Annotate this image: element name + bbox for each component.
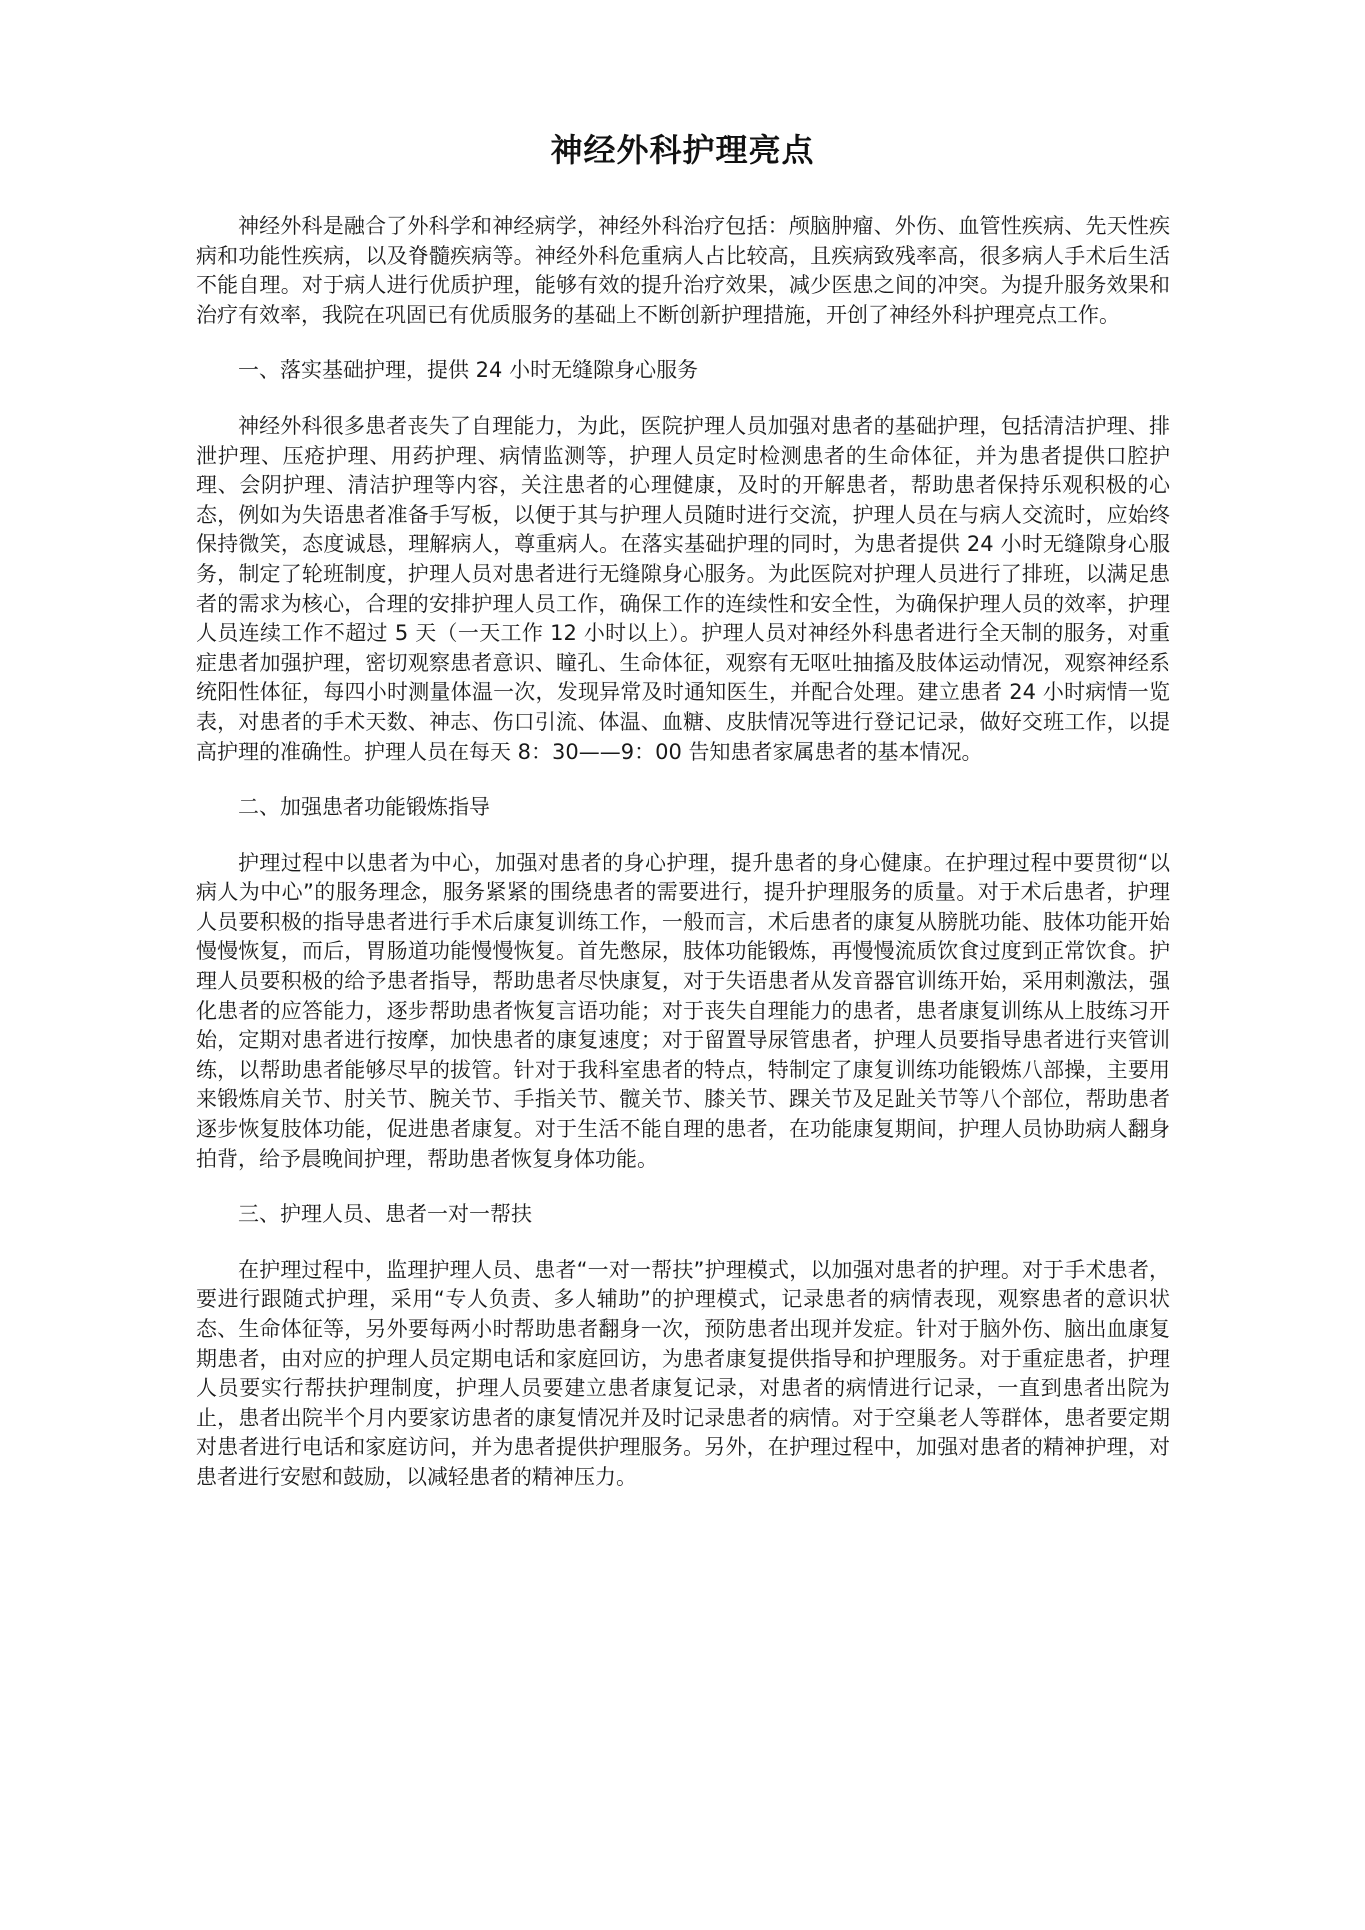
section-1-paragraph: 神经外科很多患者丧失了自理能力，为此，医院护理人员加强对患者的基础护理，包括清洁护理、排泄护理、压疮护理、用药护理、病情监测等，护理人员定时检测患者的生命体征，并为患者提供口腔护理、会阴护理、清洁护理等内容，关注患者的心理健康，及时的开解患者，帮助患者保持乐观积极的心态，例如为失语患者准备手写板，以便于其与护理人员随时进行交流，护理人员在与病人交流时，应始终保持微笑，态度诚恳，理解病人，尊重病人。在落实基础护理的同时，为患者提供 24 小时无缝隙身心服务，制定了轮班制度，护理人员对患者进行无缝隙身心服务。为此医院对护理人员进行了排班，以满足患者的需求为核心，合理的安排护理人员工作，确保工作的连续性和安全性，为确保护理人员的效率，护理人员连续工作不超过 5 天（一天工作 12 小时以上）。护理人员对神经外科患者进行全天制的服务，对重症患者加强护理，密切观察患者意识、瞳孔、生命体征，观察有无呕吐抽搐及肢体运动情况，观察神经系统阳性体征，每四小时测量体温一次，发现异常及时通知医生，并配合处理。建立患者 24 小时病情一览表，对患者的手术天数、神志、伤口引流、体温、血糖、皮肤情况等进行登记记录，做好交班工作，以提高护理的准确性。护理人员在每天 8：30——9：00 告知患者家属患者的基本情况。 — [196, 413, 1170, 764]
section-3-paragraph: 在护理过程中，监理护理人员、患者“一对一帮扶”护理模式，以加强对患者的护理。对于手术患者，要进行跟随式护理，采用“专人负责、多人辅助”的护理模式，记录患者的病情表现，观察患者的意识状态、生命体征等，另外要每两小时帮助患者翻身一次，预防患者出现并发症。针对于脑外伤、脑出血康复期患者，由对应的护理人员定期电话和家庭回访，为患者康复提供指导和护理服务。对于重症患者，护理人员要实行帮扶护理制度，护理人员要建立患者康复记录，对患者的病情进行记录，一直到患者出院为止，患者出院半个月内要家访患者的康复情况并及时记录患者的病情。对于空巢老人等群体，患者要定期对患者进行电话和家庭访问，并为患者提供护理服务。另外，在护理过程中，加强对患者的精神护理，对患者进行安慰和鼓励，以减轻患者的精神压力。 — [196, 1257, 1170, 1489]
section-2-paragraph: 护理过程中以患者为中心，加强对患者的身心护理，提升患者的身心健康。在护理过程中要贯彻“以病人为中心”的服务理念，服务紧紧的围绕患者的需要进行，提升护理服务的质量。对于术后患者，护理人员要积极的指导患者进行手术后康复训练工作，一般而言，术后患者的康复从膀胱功能、肢体功能开始慢慢恢复，而后，胃肠道功能慢慢恢复。首先憋尿，肢体功能锻炼，再慢慢流质饮食过度到正常饮食。护理人员要积极的给予患者指导，帮助患者尽快康复，对于失语患者从发音器官训练开始，采用刺激法，强化患者的应答能力，逐步帮助患者恢复言语功能；对于丧失自理能力的患者，患者康复训练从上肢练习开始，定期对患者进行按摩，加快患者的康复速度；对于留置导尿管患者，护理人员要指导患者进行夹管训练，以帮助患者能够尽早的拔管。针对于我科室患者的特点，特制定了康复训练功能锻炼八部操，主要用来锻炼肩关节、肘关节、腕关节、手指关节、髋关节、膝关节、踝关节及足趾关节等八个部位，帮助患者逐步恢复肢体功能，促进患者康复。对于生活不能自理的患者，在功能康复期间，护理人员协助病人翻身拍背，给予晨晚间护理，帮助患者恢复身体功能。 — [196, 850, 1170, 1171]
section-3-heading: 三、护理人员、患者一对一帮扶 — [238, 1202, 532, 1227]
document-title: 神经外科护理亮点 — [550, 131, 815, 169]
intro-paragraph: 神经外科是融合了外科学和神经病学，神经外科治疗包括：颅脑肿瘤、外伤、血管性疾病、先天性疾病和功能性疾病，以及脊髓疾病等。神经外科危重病人占比较高，且疾病致残率高，很多病人手术后生活不能自理。对于病人进行优质护理，能够有效的提升治疗效果，减少医患之间的冲突。为提升服务效果和治疗有效率，我院在巩固已有优质服务的基础上不断创新护理措施，开创了神经外科护理亮点工作。 — [196, 214, 1170, 327]
document-body — [196, 212, 1170, 1493]
section-2-heading: 二、加强患者功能锻炼指导 — [238, 795, 490, 820]
section-1-heading: 一、落实基础护理，提供 24 小时无缝隙身心服务 — [238, 358, 699, 383]
